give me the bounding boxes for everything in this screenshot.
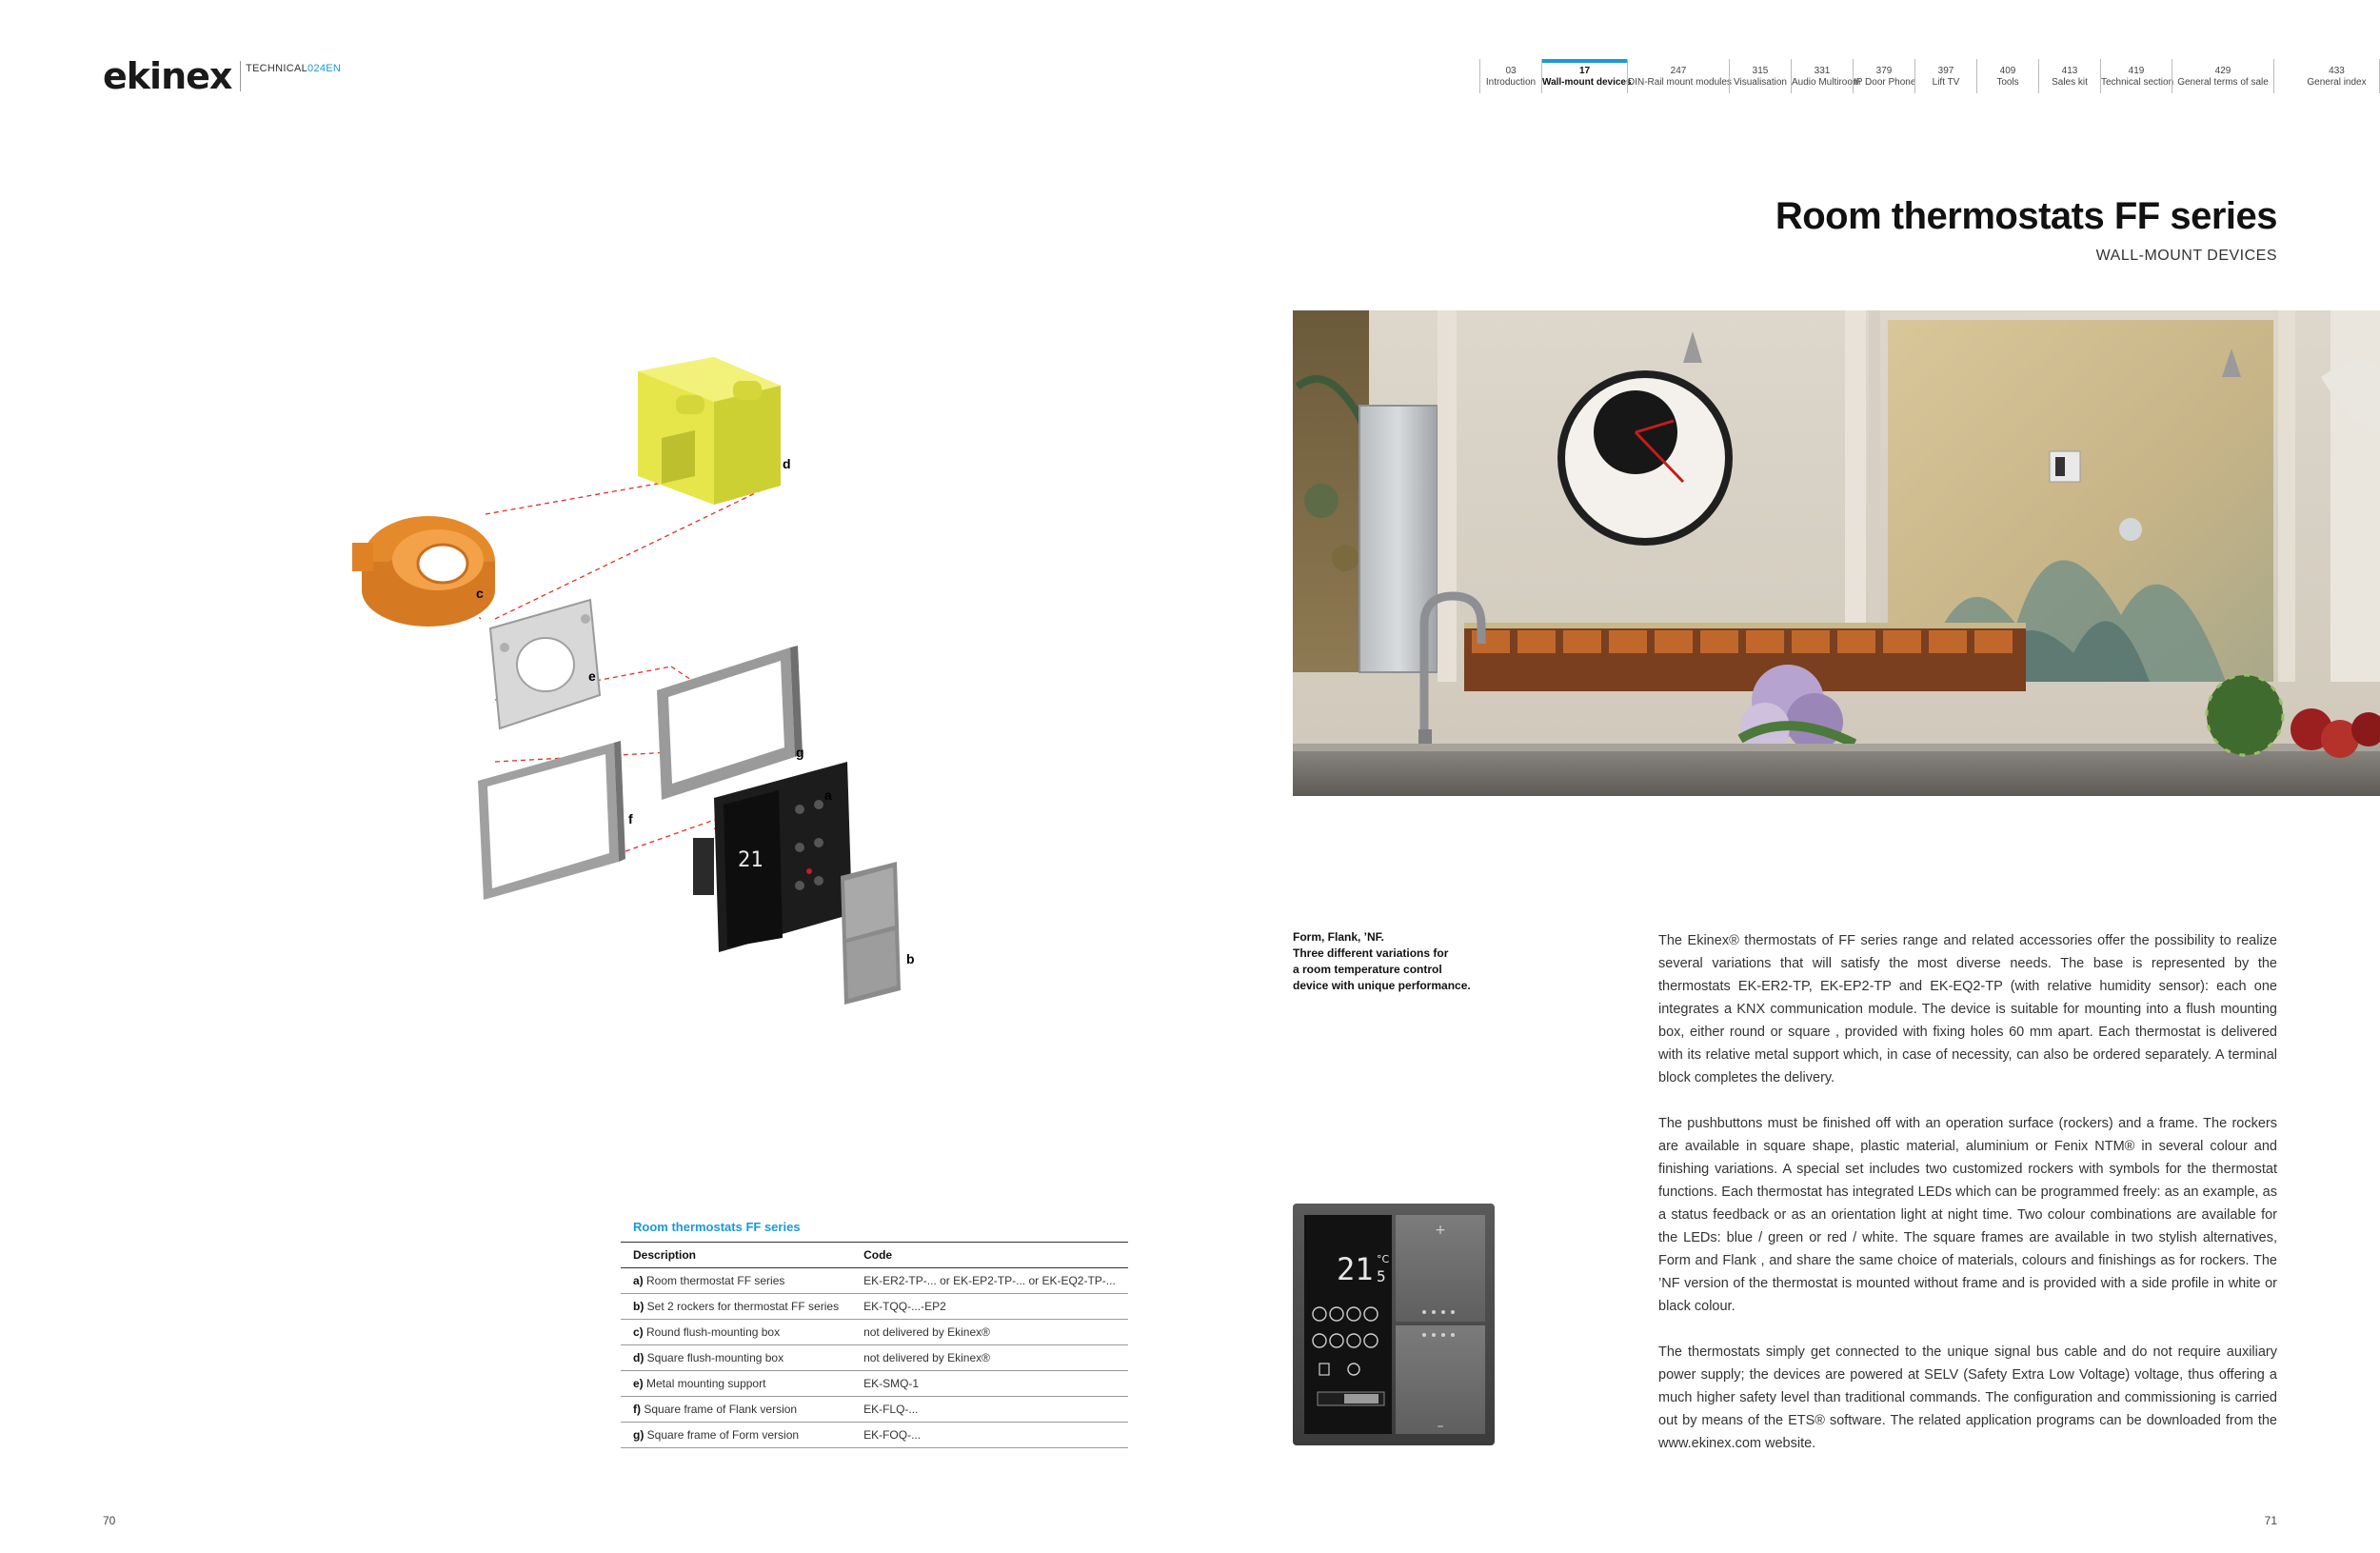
nav-item-general-index[interactable]: 433 General index <box>2273 59 2380 93</box>
page-title: Room thermostats FF series <box>1775 195 2277 237</box>
page-number-left: 70 <box>103 1514 116 1527</box>
product-codes-table <box>621 1242 1128 1448</box>
row-description-text: Set 2 rockers for thermostat FF series <box>646 1300 840 1313</box>
ekinex-logo: ekinex <box>103 55 232 97</box>
thermostat-display-decimal: 5 <box>1377 1267 1386 1285</box>
table-row <box>621 1397 1128 1423</box>
rockers-illustration <box>841 862 901 1005</box>
row-code: not delivered by Ekinex® <box>851 1320 1128 1345</box>
table-row <box>621 1320 1128 1345</box>
row-code: EK-FOQ-... <box>851 1423 1128 1448</box>
nav-item-visualisation[interactable]: 315 Visualisation <box>1729 59 1791 93</box>
row-description-text: Metal mounting support <box>646 1377 766 1390</box>
row-description-text: Round flush-mounting box <box>646 1325 781 1339</box>
metal-mounting-support-illustration <box>490 600 600 728</box>
row-letter: a) <box>633 1274 644 1287</box>
thermostat-diagram-display: 21 <box>738 848 764 872</box>
nav-item-introduction[interactable]: 03 Introduction <box>1479 59 1541 93</box>
row-letter: b) <box>633 1300 645 1313</box>
kitchen-interior-photo <box>1293 310 2380 796</box>
row-letter: d) <box>633 1351 645 1364</box>
table-row <box>621 1268 1128 1294</box>
table-row <box>621 1371 1128 1397</box>
body-paragraph: The thermostats simply get connected to the unique signal bus cable and do not require auxiliary power supply; the devices are powered at SELV (Safety Extra Low Voltage) voltage, thus offering a much higher safety level than traditional commands. The configuration and commissioning is carried out by means of the ETS® software. The related application programs can be downloaded from the www.ekinex.com website. <box>1658 1344 2277 1451</box>
caption-line: device with unique performance. <box>1293 979 1471 992</box>
column-header-description: Description <box>621 1243 851 1268</box>
page-subtitle: WALL-MOUNT DEVICES <box>2095 248 2277 264</box>
exploded-assembly-diagram <box>314 343 962 1028</box>
table-row <box>621 1423 1128 1448</box>
thermostat-display-unit: °C <box>1377 1253 1390 1265</box>
doc-code-accent: 024EN <box>307 63 342 74</box>
nav-item-wall-mount-devices[interactable]: 17 Wall-mount devices <box>1541 59 1627 93</box>
table-row <box>621 1294 1128 1320</box>
nav-item-general-terms[interactable]: 429 General terms of sale <box>2172 59 2273 93</box>
body-paragraph: The Ekinex® thermostats of FF series range and related accessories offer the possibility to realize several variations that will satisfy the most diverse needs. The base is represented by the thermostats EK-ER2-TP, EK-EP2-TP and EK-EQ2-TP (with relative humidity sensor): each one integrates a KNX communication module. The device is suitable for mounting into a flush mounting box, either round or square , provided with fixing holes 60 mm apart. Each thermostat is delivered with its relative metal support which, in case of necessity, can also be ordered separately. A terminal block completes the delivery. <box>1658 933 2277 1085</box>
row-description-text: Square frame of Flank version <box>644 1403 798 1416</box>
caption-line: a room temperature control <box>1293 963 1442 976</box>
thermostat-display-digits: 21 <box>1337 1251 1374 1287</box>
row-letter: g) <box>633 1428 645 1442</box>
row-code: EK-ER2-TP-... or EK-EP2-TP-... or EK-EQ2-TP-... <box>851 1268 1128 1294</box>
row-code: EK-SMQ-1 <box>851 1371 1128 1397</box>
label-f: f <box>628 811 633 826</box>
nav-item-lift-tv[interactable]: 397 Lift TV <box>1914 59 1976 93</box>
caption-line: Form, Flank, ’NF. <box>1293 930 1385 944</box>
row-letter: e) <box>633 1377 644 1390</box>
row-description-text: Square flush-mounting box <box>646 1351 784 1364</box>
label-c: c <box>476 586 484 601</box>
nav-item-din-rail[interactable]: 247 DIN-Rail mount modules <box>1627 59 1729 93</box>
logo-separator <box>240 61 241 91</box>
row-code: EK-TQQ-...-EP2 <box>851 1294 1128 1320</box>
body-text <box>1658 929 2277 1478</box>
row-description <box>621 1320 851 1345</box>
row-description <box>621 1371 851 1397</box>
kitchen-photo-illustration <box>1293 310 2380 796</box>
table-title: Room thermostats FF series <box>633 1220 801 1234</box>
thermostat-product-illustration <box>1291 1202 1498 1451</box>
row-description-text: Square frame of Form version <box>646 1428 800 1442</box>
table-header-row <box>621 1243 1128 1268</box>
row-description <box>621 1294 851 1320</box>
nav-item-sales-kit[interactable]: 413 Sales kit <box>2038 59 2100 93</box>
label-d: d <box>783 456 791 471</box>
nav-item-ip-door-phone[interactable]: 379 IP Door Phone <box>1853 59 1914 93</box>
document-code <box>246 63 341 74</box>
row-code: EK-FLQ-... <box>851 1397 1128 1423</box>
chapter-index-nav <box>1479 59 2380 93</box>
label-b: b <box>906 951 915 966</box>
round-flush-box-illustration <box>352 516 495 627</box>
image-caption <box>1293 929 1483 994</box>
row-description <box>621 1397 851 1423</box>
square-flush-box-illustration <box>638 357 781 505</box>
body-paragraph: The pushbuttons must be finished off with an operation surface (rockers) and a frame. The rockers are available in square shape, plastic material, aluminium or Fenix NTM® in several colour and finishing variations. A special set includes two customized rockers with symbols for the thermostat functions. Each thermostat has integrated LEDs which can be programmed freely: as an example, as a status feedback or as an orientation light at night time. Two colour combinations are available for the LEDs: blue / green or red / white. The square frames are available in two stylish alternatives, Form and Flank , and share the same choice of materials, colours and finishings as for rockers. The ’NF version of the thermostat is mounted without frame and is provided with a side profile in white or black colour. <box>1658 1116 2277 1314</box>
label-a: a <box>824 787 832 803</box>
nav-item-tools[interactable]: 409 Tools <box>1976 59 2038 93</box>
row-description <box>621 1345 851 1371</box>
label-g: g <box>796 745 804 760</box>
flank-frame-illustration <box>478 741 625 900</box>
row-code: not delivered by Ekinex® <box>851 1345 1128 1371</box>
nav-item-audio-multiroom[interactable]: 331 Audio Multiroom <box>1791 59 1853 93</box>
nav-item-technical-section[interactable]: 419 Technical section <box>2100 59 2172 93</box>
row-description <box>621 1268 851 1294</box>
row-letter: f) <box>633 1403 641 1416</box>
column-header-code: Code <box>851 1243 1128 1268</box>
assembly-illustration <box>314 343 962 1028</box>
page-number-right: 71 <box>2264 1514 2277 1527</box>
form-frame-illustration <box>657 646 803 800</box>
row-description <box>621 1423 851 1448</box>
label-e: e <box>588 668 596 684</box>
doc-code-prefix: TECHNICAL <box>246 63 308 74</box>
row-description-text: Room thermostat FF series <box>646 1274 785 1287</box>
caption-line: Three different variations for <box>1293 946 1449 960</box>
svg-text:+: + <box>1435 1223 1446 1238</box>
thermostat-product-photo <box>1291 1202 1498 1451</box>
svg-text:–: – <box>1437 1419 1444 1434</box>
table-row <box>621 1345 1128 1371</box>
row-letter: c) <box>633 1325 644 1339</box>
